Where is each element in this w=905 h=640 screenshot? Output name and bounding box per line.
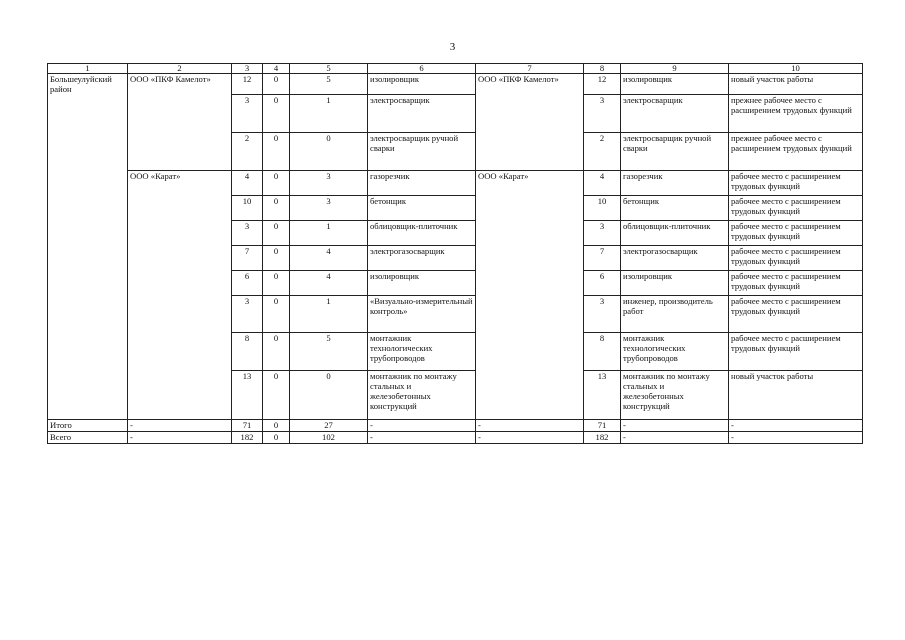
table-cell-c7: ООО «ПКФ Камелот» — [476, 74, 584, 95]
table-cell-c6: монтажник технологических трубопроводов — [368, 332, 476, 370]
header-cell: 10 — [729, 64, 863, 74]
table-cell-c3: 6 — [232, 270, 263, 295]
table-cell-c8: 13 — [584, 370, 621, 419]
table-cell-c6: бетонщик — [368, 195, 476, 220]
table-cell-c5: 1 — [290, 295, 368, 332]
table-cell-c4: 0 — [263, 74, 290, 95]
table-cell-c1 — [48, 170, 128, 195]
table-cell-c8: 3 — [584, 295, 621, 332]
table-cell-c8: 3 — [584, 94, 621, 132]
table-cell-c5: 1 — [290, 94, 368, 132]
table-cell-c10: - — [729, 431, 863, 443]
table-cell-c10: рабочее место с расширением трудовых функций — [729, 195, 863, 220]
table-cell-c6: «Визуально-измерительный контроль» — [368, 295, 476, 332]
table-cell-c5: 0 — [290, 132, 368, 170]
table-cell-c5: 5 — [290, 332, 368, 370]
table-cell-c6: электросварщик ручной сварки — [368, 132, 476, 170]
table-cell-c10: прежнее рабочее место с расширением трудовых функций — [729, 132, 863, 170]
table-cell-c4: 0 — [263, 431, 290, 443]
table-cell-c10: - — [729, 419, 863, 431]
table-cell-c3: 2 — [232, 132, 263, 170]
header-cell: 5 — [290, 64, 368, 74]
table-cell-c3: 3 — [232, 94, 263, 132]
table-cell-c10: рабочее место с расширением трудовых функций — [729, 270, 863, 295]
table-cell-c7: - — [476, 419, 584, 431]
table-cell-c3: 12 — [232, 74, 263, 95]
table-cell-c7 — [476, 94, 584, 132]
table-cell-c7: - — [476, 431, 584, 443]
table-cell-c6: монтажник по монтажу стальных и железобетонных конструкций — [368, 370, 476, 419]
table-cell-c8: 8 — [584, 332, 621, 370]
table-row — [48, 132, 863, 170]
table-cell-c1 — [48, 270, 128, 295]
table-row — [48, 270, 863, 295]
table-cell-c10: прежнее рабочее место с расширением трудовых функций — [729, 94, 863, 132]
table-row — [48, 431, 863, 443]
table-cell-c5: 102 — [290, 431, 368, 443]
header-cell: 3 — [232, 64, 263, 74]
table-cell-c9: монтажник по монтажу стальных и железобетонных конструкций — [621, 370, 729, 419]
table-cell-c4: 0 — [263, 245, 290, 270]
table-cell-c7 — [476, 132, 584, 170]
table-cell-c4: 0 — [263, 295, 290, 332]
table-cell-c1: Всего — [48, 431, 128, 443]
table-cell-c1 — [48, 295, 128, 332]
table-cell-c3: 8 — [232, 332, 263, 370]
table-cell-c1 — [48, 132, 128, 170]
table-cell-c7 — [476, 332, 584, 370]
table-cell-c9: бетонщик — [621, 195, 729, 220]
table-cell-c9: газорезчик — [621, 170, 729, 195]
table-cell-c3: 10 — [232, 195, 263, 220]
table-cell-c1: Большеулуйский район — [48, 74, 128, 95]
table-cell-c6: электрогазосварщик — [368, 245, 476, 270]
table-cell-c2: - — [128, 431, 232, 443]
table-cell-c2: - — [128, 419, 232, 431]
table-cell-c10: рабочее место с расширением трудовых функций — [729, 220, 863, 245]
table-cell-c7 — [476, 220, 584, 245]
table-cell-c5: 4 — [290, 270, 368, 295]
table-row — [48, 170, 863, 195]
table-cell-c9: изолировщик — [621, 270, 729, 295]
table-cell-c7 — [476, 245, 584, 270]
table-cell-c5: 3 — [290, 195, 368, 220]
table-cell-c2: ООО «ПКФ Камелот» — [128, 74, 232, 95]
table-cell-c1 — [48, 332, 128, 370]
table-cell-c8: 3 — [584, 220, 621, 245]
table-cell-c1: Итого — [48, 419, 128, 431]
table-cell-c1 — [48, 220, 128, 245]
table-cell-c8: 182 — [584, 431, 621, 443]
table-cell-c7 — [476, 370, 584, 419]
table-cell-c4: 0 — [263, 132, 290, 170]
table-cell-c7 — [476, 295, 584, 332]
header-cell: 6 — [368, 64, 476, 74]
table-cell-c6: - — [368, 431, 476, 443]
table-cell-c4: 0 — [263, 195, 290, 220]
table-row — [48, 370, 863, 419]
table-row — [48, 295, 863, 332]
table-cell-c7 — [476, 195, 584, 220]
table-cell-c2 — [128, 220, 232, 245]
table-row — [48, 245, 863, 270]
table-cell-c9: электрогазосварщик — [621, 245, 729, 270]
table-cell-c1 — [48, 195, 128, 220]
table-cell-c10: новый участок работы — [729, 370, 863, 419]
table-cell-c6: облицовщик-плиточник — [368, 220, 476, 245]
table-row — [48, 419, 863, 431]
page-number: 3 — [449, 41, 456, 53]
table-cell-c5: 1 — [290, 220, 368, 245]
table-cell-c1 — [48, 370, 128, 419]
table-cell-c7: ООО «Карат» — [476, 170, 584, 195]
table-cell-c10: новый участок работы — [729, 74, 863, 95]
header-cell: 1 — [48, 64, 128, 74]
table-cell-c5: 3 — [290, 170, 368, 195]
table-cell-c10: рабочее место с расширением трудовых функций — [729, 245, 863, 270]
table-cell-c5: 0 — [290, 370, 368, 419]
table-cell-c2 — [128, 195, 232, 220]
table-cell-c5: 5 — [290, 74, 368, 95]
table-cell-c3: 7 — [232, 245, 263, 270]
table-cell-c6: газорезчик — [368, 170, 476, 195]
table-cell-c8: 71 — [584, 419, 621, 431]
table-cell-c4: 0 — [263, 370, 290, 419]
table-row — [48, 195, 863, 220]
table-row — [48, 74, 863, 95]
table-cell-c6: изолировщик — [368, 74, 476, 95]
table-cell-c4: 0 — [263, 419, 290, 431]
table-cell-c6: изолировщик — [368, 270, 476, 295]
table-cell-c6: - — [368, 419, 476, 431]
table-cell-c2 — [128, 370, 232, 419]
table-cell-c2 — [128, 245, 232, 270]
table-cell-c2 — [128, 332, 232, 370]
table-cell-c3: 4 — [232, 170, 263, 195]
table-cell-c10: рабочее место с расширением трудовых функций — [729, 170, 863, 195]
table-cell-c4: 0 — [263, 220, 290, 245]
header-cell: 2 — [128, 64, 232, 74]
header-cell: 8 — [584, 64, 621, 74]
table-row — [48, 332, 863, 370]
table-cell-c9: - — [621, 431, 729, 443]
table-cell-c8: 4 — [584, 170, 621, 195]
table-cell-c3: 13 — [232, 370, 263, 419]
table-cell-c9: инженер, производитель работ — [621, 295, 729, 332]
table-cell-c1 — [48, 245, 128, 270]
table-cell-c8: 10 — [584, 195, 621, 220]
table-cell-c9: монтажник технологических трубопроводов — [621, 332, 729, 370]
table-cell-c9: облицовщик-плиточник — [621, 220, 729, 245]
header-cell: 7 — [476, 64, 584, 74]
data-table — [47, 63, 863, 444]
table-cell-c10: рабочее место с расширением трудовых функций — [729, 332, 863, 370]
table-cell-c6: электросварщик — [368, 94, 476, 132]
table-cell-c5: 4 — [290, 245, 368, 270]
table-cell-c4: 0 — [263, 332, 290, 370]
table-cell-c2 — [128, 132, 232, 170]
table-cell-c1 — [48, 94, 128, 132]
table-cell-c4: 0 — [263, 94, 290, 132]
table-cell-c10: рабочее место с расширением трудовых функций — [729, 295, 863, 332]
header-row — [48, 64, 863, 74]
table-cell-c9: электросварщик ручной сварки — [621, 132, 729, 170]
table-cell-c9: электросварщик — [621, 94, 729, 132]
table-cell-c8: 2 — [584, 132, 621, 170]
header-cell: 4 — [263, 64, 290, 74]
table-cell-c4: 0 — [263, 270, 290, 295]
table-cell-c2 — [128, 295, 232, 332]
table-cell-c5: 27 — [290, 419, 368, 431]
table-cell-c8: 6 — [584, 270, 621, 295]
header-cell: 9 — [621, 64, 729, 74]
table-cell-c2 — [128, 270, 232, 295]
table-cell-c8: 7 — [584, 245, 621, 270]
table-row — [48, 94, 863, 132]
table-cell-c9: - — [621, 419, 729, 431]
table-row — [48, 220, 863, 245]
table-cell-c7 — [476, 270, 584, 295]
table-cell-c3: 71 — [232, 419, 263, 431]
table-cell-c9: изолировщик — [621, 74, 729, 95]
table-cell-c3: 3 — [232, 220, 263, 245]
table-cell-c3: 3 — [232, 295, 263, 332]
table-cell-c2: ООО «Карат» — [128, 170, 232, 195]
table-cell-c3: 182 — [232, 431, 263, 443]
table-cell-c2 — [128, 94, 232, 132]
table-cell-c8: 12 — [584, 74, 621, 95]
table-cell-c4: 0 — [263, 170, 290, 195]
